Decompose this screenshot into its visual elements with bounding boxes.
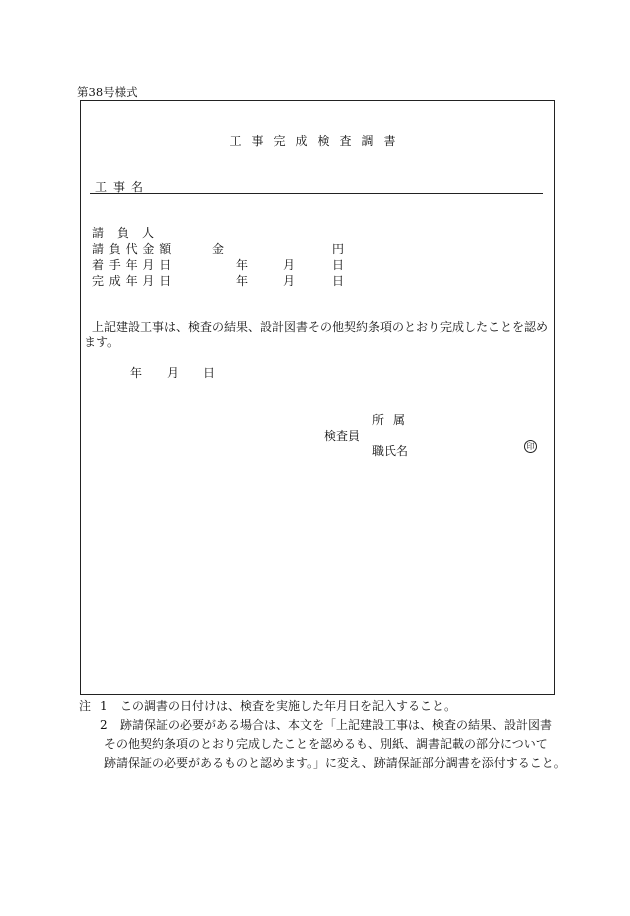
amount-prefix: 金 <box>212 242 225 256</box>
statement-line: 上記建設工事は、検査の結果、設計図書その他契約条項のとおり完成したことを認め <box>92 320 549 334</box>
start-day-label: 日 <box>332 258 345 272</box>
start-year-label: 年 <box>236 258 249 272</box>
completion-day-label: 日 <box>332 274 345 288</box>
date-year-label: 年 <box>130 366 143 380</box>
note-number: 1 <box>100 699 108 713</box>
statement-line: ます。 <box>84 335 120 349</box>
completion-year-label: 年 <box>236 274 249 288</box>
completion-month-label: 月 <box>283 274 296 288</box>
form-code: 第38号様式 <box>77 85 138 99</box>
amount-unit: 円 <box>332 242 345 256</box>
date-day-label: 日 <box>203 366 216 380</box>
note-continuation: その他契約条項のとおり完成したことを認めるも、別紙、調書記載の部分について <box>104 737 548 751</box>
name-label: 職氏名 <box>372 444 409 458</box>
note-text: この調書の日付けは、検査を実施した年月日を記入すること。 <box>120 699 457 713</box>
inspector-label: 検査員 <box>324 429 361 443</box>
note-label: 注 <box>79 699 92 713</box>
document-title: 工事完成検査調書 <box>229 134 406 148</box>
seal-icon: 印 <box>524 440 537 453</box>
project-name-line <box>90 193 543 194</box>
note-number: 2 <box>100 718 108 732</box>
note-text: 跡請保証の必要がある場合は、本文を「上記建設工事は、検査の結果、設計図書 <box>120 718 553 732</box>
start-date-label: 着手年月日 <box>92 258 177 272</box>
start-month-label: 月 <box>283 258 296 272</box>
project-name-label: 工事名 <box>95 180 150 194</box>
date-month-label: 月 <box>167 366 180 380</box>
note-continuation: 跡請保証の必要があるものと認めます。」に変え、跡請保証部分調書を添付すること。 <box>104 756 566 770</box>
affiliation-label: 所属 <box>372 413 415 427</box>
contract-amount-label: 請負代金額 <box>92 242 177 256</box>
contractor-label: 請負人 <box>92 226 168 240</box>
completion-date-label: 完成年月日 <box>92 274 177 288</box>
form-frame <box>80 100 555 695</box>
